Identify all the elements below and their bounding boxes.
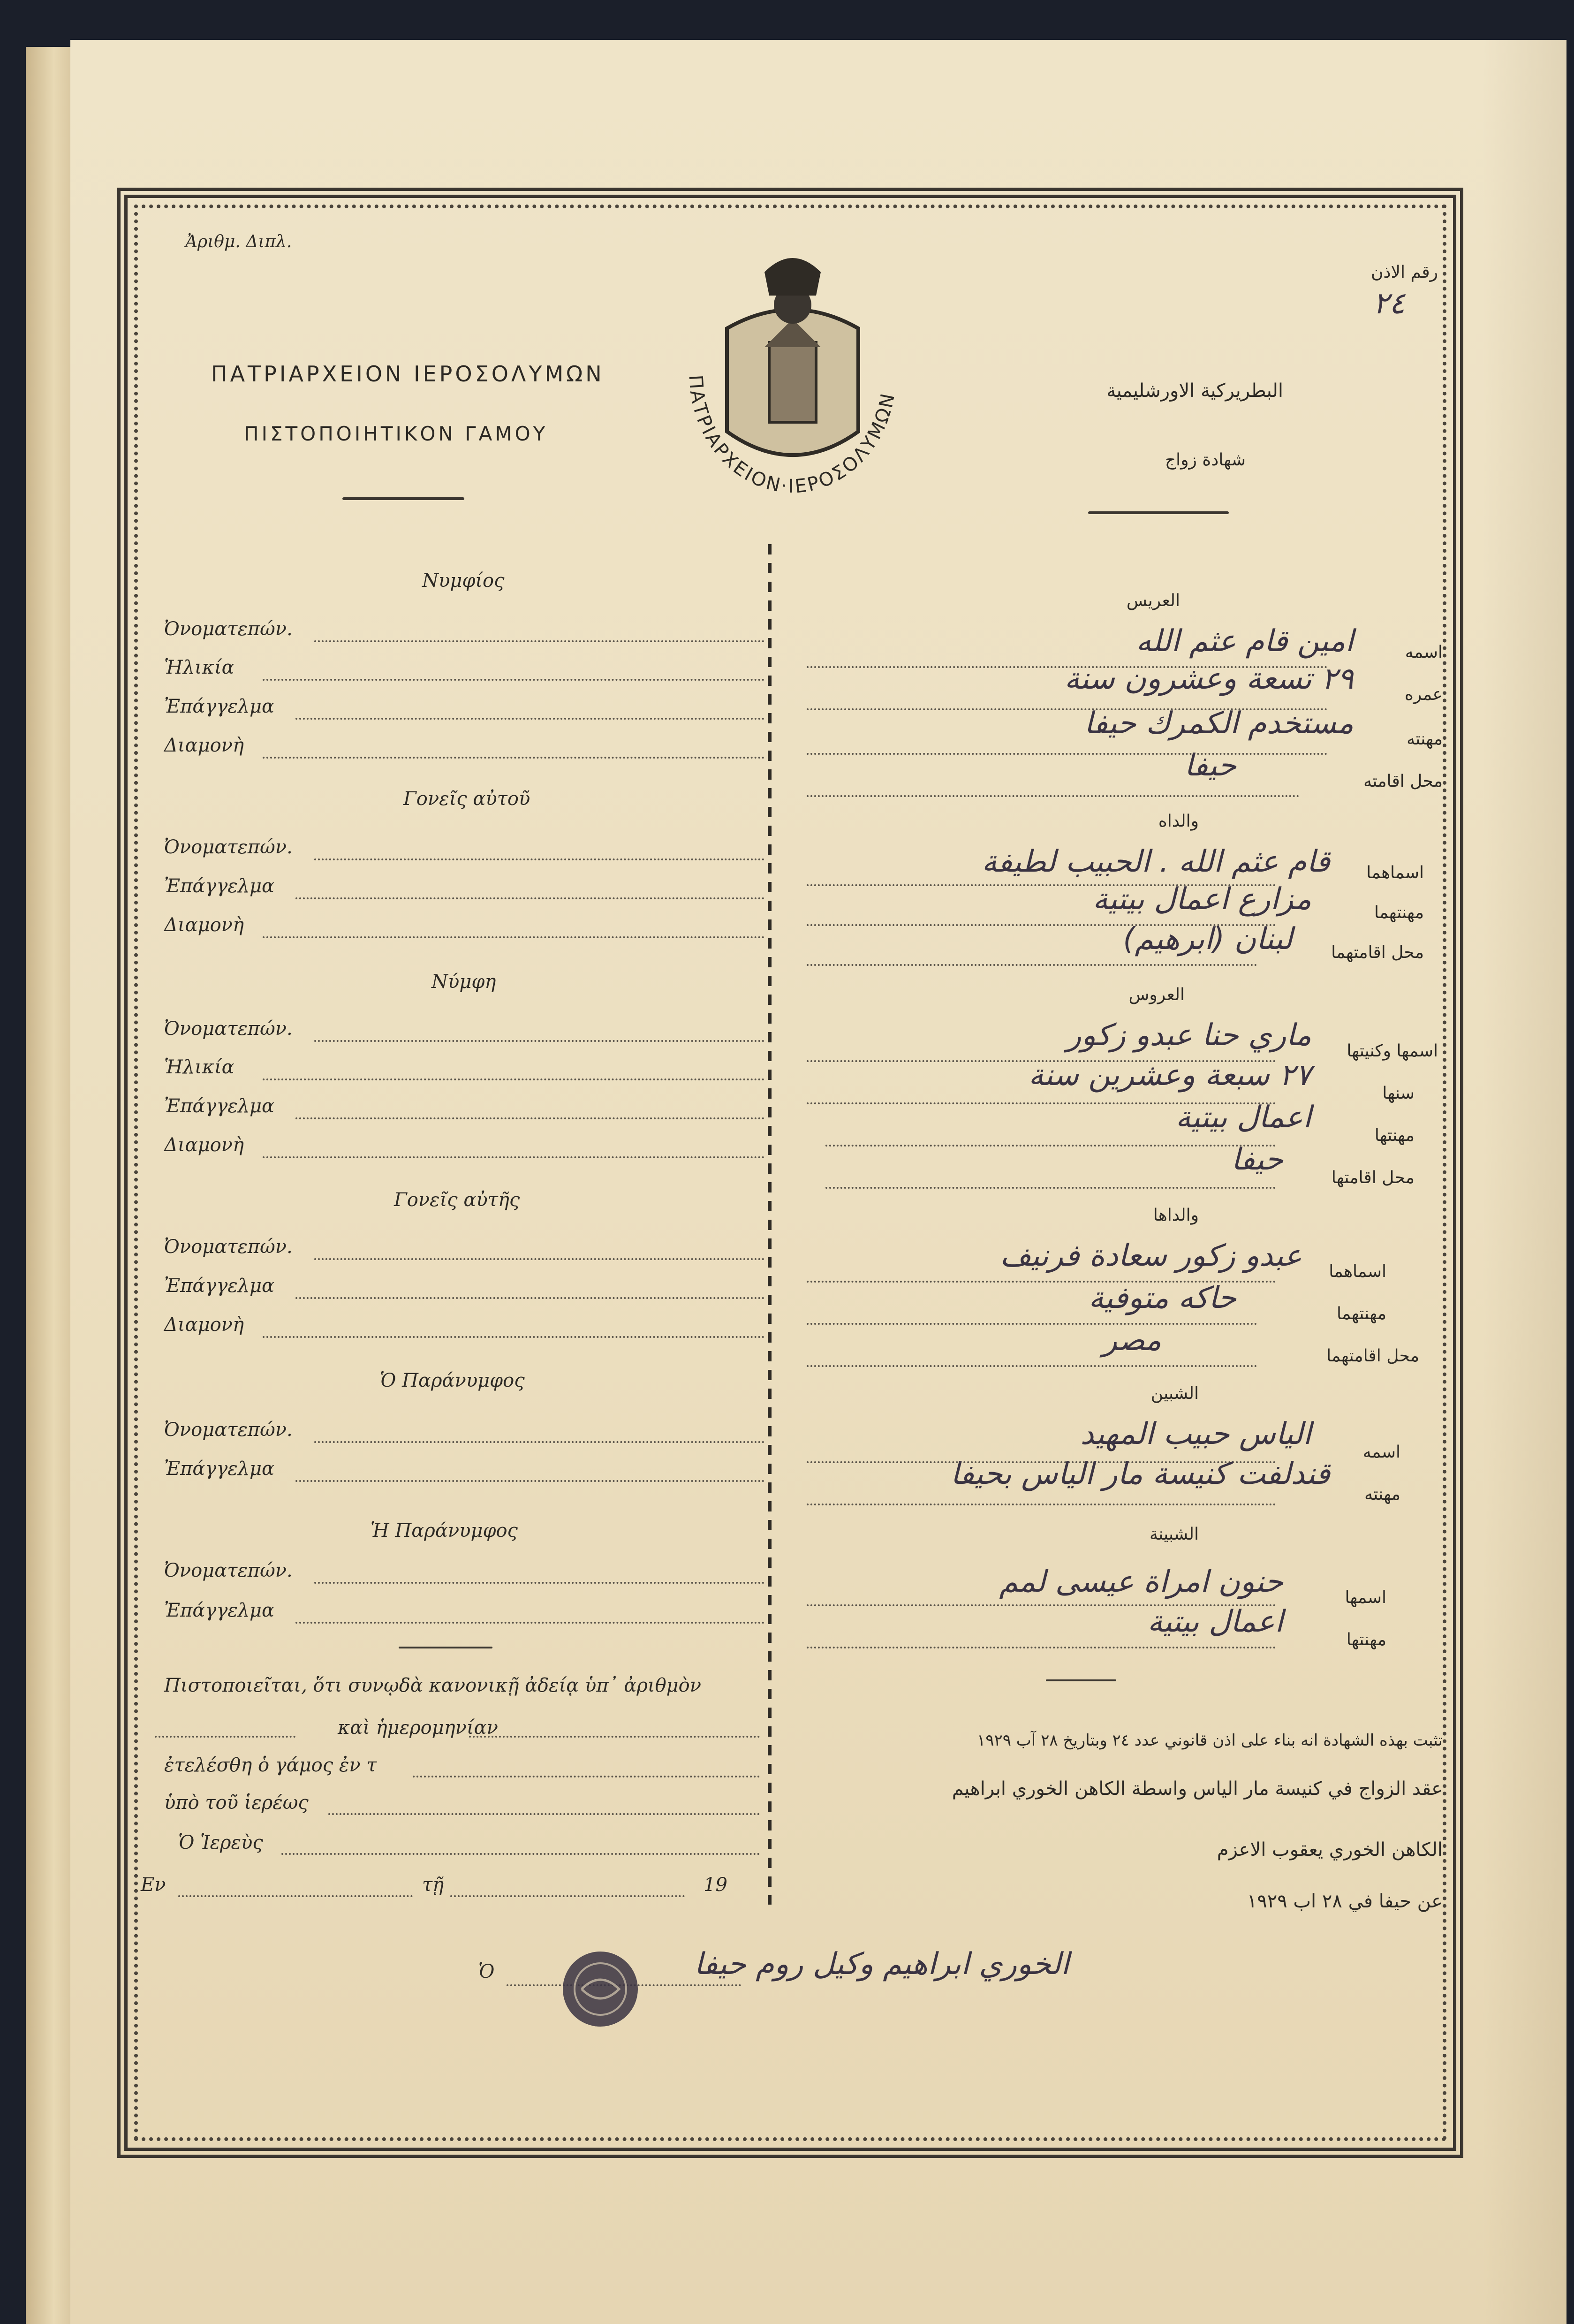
maid-occupation-value: اعمال بيتية: [1147, 1604, 1283, 1639]
section-heading: والداه: [1158, 812, 1199, 831]
field-label: اسمها وكنيتها: [1347, 1041, 1438, 1061]
date-label: τῇ: [422, 1874, 444, 1896]
field-label: مهنته: [1364, 1485, 1400, 1504]
field-label: Ἡλικία: [164, 1056, 235, 1078]
section-heading: Γονεῖς αὐτῆς: [394, 1189, 520, 1211]
groom-parents-names-value: قام عثم الله . الحبيب لطيفة: [982, 844, 1330, 879]
date-line: عن حيفا في ٢٨ اب ١٩٢٩: [1247, 1891, 1443, 1912]
field-label: سنها: [1382, 1084, 1415, 1103]
bride-name-value: ماري حنا عبدو زكور: [1067, 1018, 1311, 1053]
arabic-ornament: [1088, 511, 1229, 514]
groom-parents-residence-value: لبنان (ابرهيم): [1123, 922, 1293, 957]
ink-stamp-icon: [558, 1947, 643, 2031]
year-label: 19: [704, 1874, 727, 1896]
field-label: Ὀνοματεπών.: [164, 1236, 293, 1258]
bride-parents-names-value: عبدو زكور سعادة فرنيف: [1000, 1238, 1302, 1273]
section-heading: Νύμφη: [431, 971, 496, 993]
field-label: Ὀνοματεπών.: [164, 836, 293, 858]
groom-occupation-value: مستخدم الكمرك حيفا: [1084, 706, 1354, 741]
field-label: عمره: [1404, 685, 1443, 704]
bottom-signature: الخوري ابراهيم وكيل روم حيفا: [694, 1947, 1069, 1982]
field-label: Διαμονὴ: [164, 735, 244, 756]
arabic-patriarchate-title: البطريركية الاورشليمية: [1106, 380, 1283, 402]
arabic-certificate-title: شهادة زواج: [1165, 450, 1246, 470]
certify-text: ἐτελέσθη ὁ γάμος ἐν τ: [164, 1754, 377, 1776]
section-heading: Ἡ Παράνυμφος: [371, 1520, 518, 1542]
groom-residence-value: حيفا: [1184, 748, 1236, 783]
arabic-ornament-small: [1046, 1679, 1116, 1681]
greek-ornament: [342, 497, 464, 500]
section-heading: Νυμφίος: [422, 570, 505, 592]
groom-name-value: امين قام عثم الله: [1136, 624, 1354, 659]
field-label: Ἡλικία: [164, 657, 235, 678]
section-heading: والداها: [1153, 1206, 1199, 1225]
field-label: محل اقامته: [1363, 772, 1443, 791]
signature-prefix: Ὁ: [478, 1961, 495, 1982]
field-label: مهنتهما: [1374, 903, 1424, 922]
svg-text:ΠΑΤΡΙΑΡΧΕΙΟΝ·ΙΕΡΟΣΟΛΥΜΩΝ: ΠΑΤΡΙΑΡΧΕΙΟΝ·ΙΕΡΟΣΟΛΥΜΩΝ: [684, 374, 900, 498]
greek-ornament-small: [399, 1647, 492, 1648]
field-label: محل اقامتهما: [1326, 1346, 1419, 1366]
certify-text: Πιστοποιεῖται, ὅτι συνῳδὰ κανονικῇ ἀδείᾳ ὑπ᾽ ἀριθμὸν: [164, 1675, 702, 1696]
field-label: مهنته: [1407, 729, 1443, 749]
field-label: Διαμονὴ: [164, 1134, 244, 1156]
field-label: Διαμονὴ: [164, 914, 244, 936]
field-label: Ἐπάγγελμα: [164, 875, 275, 897]
certify-text: عقد الزواج في كنيسة مار الياس واسطة الكاهن الخوري ابراهيم: [952, 1778, 1443, 1800]
field-label: Ὀνοματεπών.: [164, 1018, 293, 1040]
field-label: مهنتها: [1346, 1630, 1386, 1649]
greek-patriarchate-title: ΠΑΤΡΙΑΡΧΕΙΟΝ ΙΕΡΟΣΟΛΥΜΩΝ: [211, 361, 605, 387]
field-label: مهنتها: [1374, 1126, 1415, 1145]
field-label: Ἐπάγγελμα: [164, 1275, 275, 1297]
bride-residence-value: حيفا: [1231, 1142, 1283, 1177]
field-label: اسماهما: [1366, 863, 1424, 882]
bride-occupation-value: اعمال بيتية: [1175, 1100, 1311, 1135]
field-label: محل اقامتهما: [1331, 943, 1424, 962]
certify-text: καὶ ἡμερομηνίαν: [338, 1717, 498, 1739]
section-heading: الشبينة: [1150, 1525, 1199, 1544]
field-label: مهنتهما: [1337, 1304, 1386, 1323]
field-label: Ἐπάγγελμα: [164, 696, 275, 717]
arabic-permit-label: رقم الاذن: [1371, 263, 1438, 282]
bride-parents-residence-value: مصر: [1102, 1323, 1161, 1358]
maid-name-value: حنون امراة عيسى لمم: [999, 1565, 1283, 1599]
bride-age-value: ٢٧ سبعة وعشرين سنة: [1028, 1058, 1311, 1093]
center-divider: [768, 544, 772, 1905]
section-heading: الشبين: [1150, 1384, 1199, 1403]
field-label: Ἐπάγγελμα: [164, 1600, 275, 1621]
certify-text: ὑπὸ τοῦ ἱερέως: [164, 1792, 309, 1814]
diploma-number-label: Ἀριθμ. Διπλ.: [185, 232, 292, 251]
field-label: Ὀνοματεπών.: [164, 1560, 293, 1581]
section-heading: Ὁ Παράνυμφος: [380, 1370, 525, 1391]
certify-text: تثبت بهذه الشهادة انه بناء على اذن قانوني عدد ٢٤ وبتاريخ ٢٨ آب ١٩٢٩: [976, 1731, 1443, 1750]
field-label: اسماهما: [1329, 1262, 1386, 1281]
field-label: Ὀνοματεπών.: [164, 1419, 293, 1441]
section-heading: العروس: [1128, 985, 1185, 1004]
patriarchate-coat-of-arms-icon: [661, 235, 924, 525]
field-label: اسمه: [1362, 1443, 1400, 1462]
bride-parents-occupation-value: حاكه متوفية: [1088, 1281, 1236, 1315]
section-heading: العريس: [1126, 591, 1180, 610]
field-label: محل اقامتها: [1331, 1168, 1415, 1187]
field-label: Ἐπάγγελμα: [164, 1095, 275, 1117]
field-label: اسمه: [1405, 643, 1443, 662]
field-label: Ὀνοματεπών.: [164, 618, 293, 640]
best-man-name-value: الياس حبيب المهيد: [1080, 1417, 1311, 1451]
field-label: اسمها: [1345, 1588, 1386, 1607]
section-heading: Γονεῖς αὐτοῦ: [403, 788, 530, 810]
book-spine: [26, 47, 74, 2324]
date-label: Εν: [141, 1874, 166, 1896]
arabic-permit-number: ٢٤: [1373, 286, 1405, 321]
greek-certificate-title: ΠΙΣΤΟΠΟΙΗΤΙΚΟΝ ΓΑΜΟΥ: [244, 422, 548, 445]
priest-label: الكاهن الخوري يعقوب الاعزم: [1217, 1839, 1443, 1861]
groom-age-value: ٢٩ تسعة وعشرون سنة: [1064, 661, 1354, 696]
best-man-occupation-value: قندلفت كنيسة مار الياس بحيفا: [950, 1457, 1330, 1491]
field-label: Διαμονὴ: [164, 1314, 244, 1336]
priest-label: Ὁ Ἱερεὺς: [178, 1832, 263, 1853]
groom-parents-occupation-value: مزارع اعمال بيتية: [1092, 882, 1311, 917]
field-label: Ἐπάγγελμα: [164, 1458, 275, 1480]
